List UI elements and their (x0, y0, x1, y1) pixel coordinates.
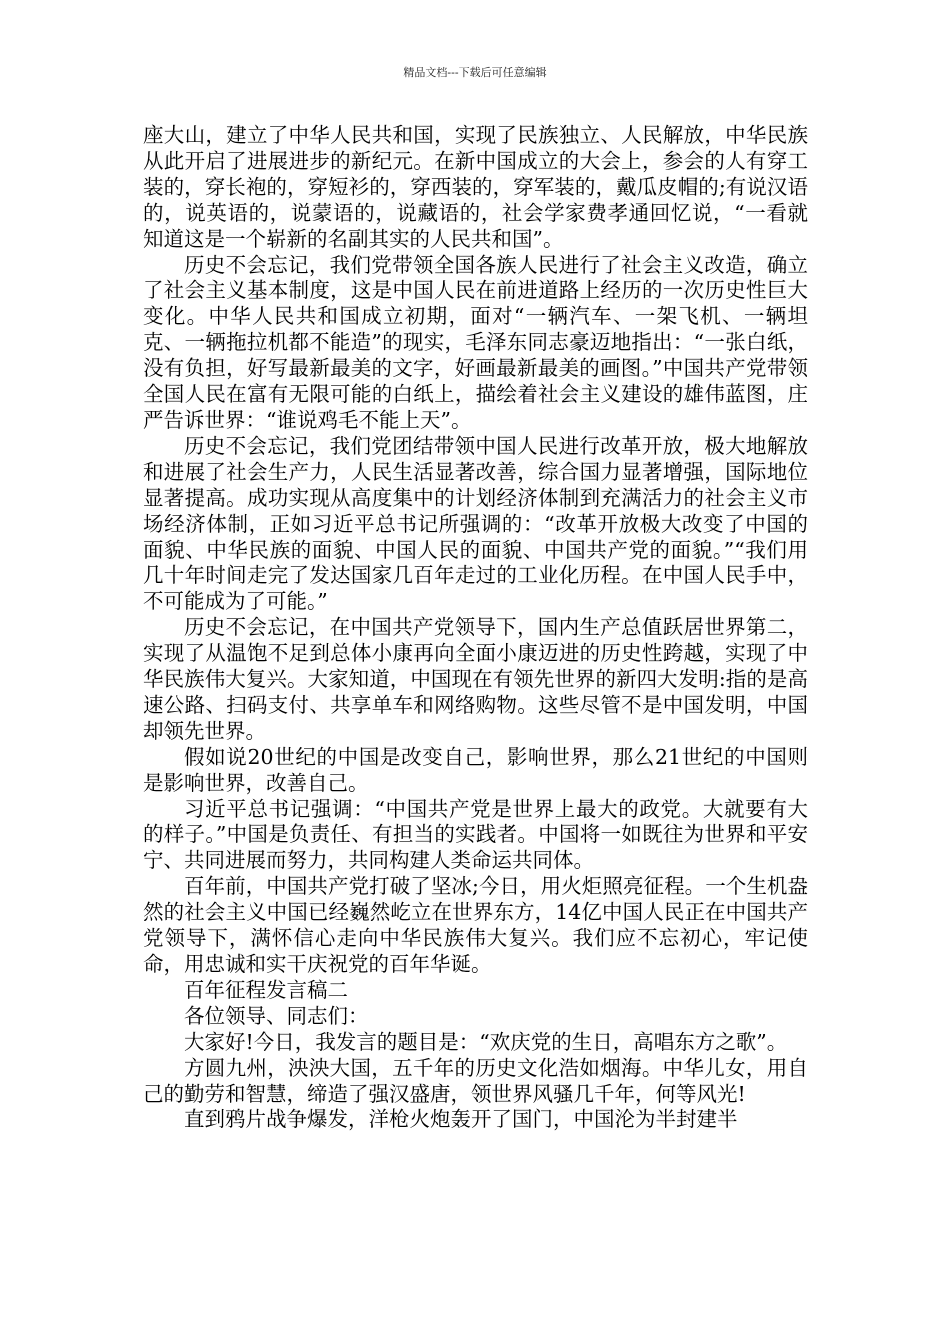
page-header: 精品文档---下载后可任意编辑 (403, 66, 547, 79)
paragraph-1: 座大山，建立了中华人民共和国，实现了民族独立、人民解放，中华民族从此开启了进展进步的新纪元。在新中国成立的大会上，参会的人有穿工装的，穿长袍的，穿短衫的，穿西装的，穿军装的，戴瓜皮帽的;有说汉语的，说英语的，说蒙语的，说藏语的，社会学家费孝通回忆说，“一看就知道这是一个崭新的名副其实的人民共和国”。 (143, 123, 808, 251)
paragraph-10: 直到鸦片战争爆发，洋枪火炮轰开了国门，中国沦为半封建半 (184, 1107, 738, 1132)
paragraph-8: 大家好!今日，我发言的题目是：“欢庆党的生日，高唱东方之歌”。 (184, 1029, 788, 1054)
paragraph-9: 方圆九州，泱泱大国，五千年的历史文化浩如烟海。中华儿女，用自己的勤劳和智慧，缔造了强汉盛唐，领世界风骚几千年，何等风光! (143, 1055, 808, 1106)
paragraph-7: 百年前，中国共产党打破了坚冰;今日，用火炬照亮征程。一个生机盎然的社会主义中国已经巍然屹立在世界东方，14亿中国人民正在中国共产党领导下，满怀信心走向中华民族伟大复兴。我们应不忘初心，牢记使命，用忠诚和实干庆祝党的百年华诞。 (143, 874, 808, 976)
section-heading: 百年征程发言稿二 (184, 977, 348, 1002)
paragraph-6: 习近平总书记强调：“中国共产党是世界上最大的政党。大就要有大的样子。”中国是负责任、有担当的实践者。中国将一如既往为世界和平安宁、共同进展而努力，共同构建人类命运共同体。 (143, 796, 808, 873)
salutation: 各位领导、同志们： (184, 1003, 369, 1028)
paragraph-3: 历史不会忘记，我们党团结带领中国人民进行改革开放，极大地解放和进展了社会生产力，人民生活显著改善，综合国力显著增强，国际地位显著提高。成功实现从高度集中的计划经济体制到充满活力的社会主义市场经济体制，正如习近平总书记所强调的：“改革开放极大改变了中国的面貌、中华民族的面貌、中国人民的面貌、中国共产党的面貌。”“我们用几十年时间走完了发达国家几百年走过的工业化历程。在中国人民手中，不可能成为了可能。” (143, 433, 808, 614)
paragraph-2: 历史不会忘记，我们党带领全国各族人民进行了社会主义改造，确立了社会主义基本制度，这是中国人民在前进道路上经历的一次历史性巨大变化。中华人民共和国成立初期，面对“一辆汽车、一架飞机、一辆坦克、一辆拖拉机都不能造”的现实，毛泽东同志豪迈地指出：“一张白纸，没有负担，好写最新最美的文字，好画最新最美的画图。”中国共产党带领全国人民在富有无限可能的白纸上，描绘着社会主义建设的雄伟蓝图，庄严告诉世界：“谁说鸡毛不能上天”。 (143, 252, 808, 432)
paragraph-4: 历史不会忘记，在中国共产党领导下，国内生产总值跃居世界第二，实现了从温饱不足到总体小康再向全面小康迈进的历史性跨越，实现了中华民族伟大复兴。大家知道，中国现在有领先世界的新四大发明:指的是高速公路、扫码支付、共享单车和网络购物。这些尽管不是中国发明，中国却领先世界。 (143, 615, 808, 743)
document-body (143, 123, 808, 1133)
paragraph-5: 假如说20世纪的中国是改变自己，影响世界，那么21世纪的中国则是影响世界，改善自己。 (143, 744, 808, 795)
